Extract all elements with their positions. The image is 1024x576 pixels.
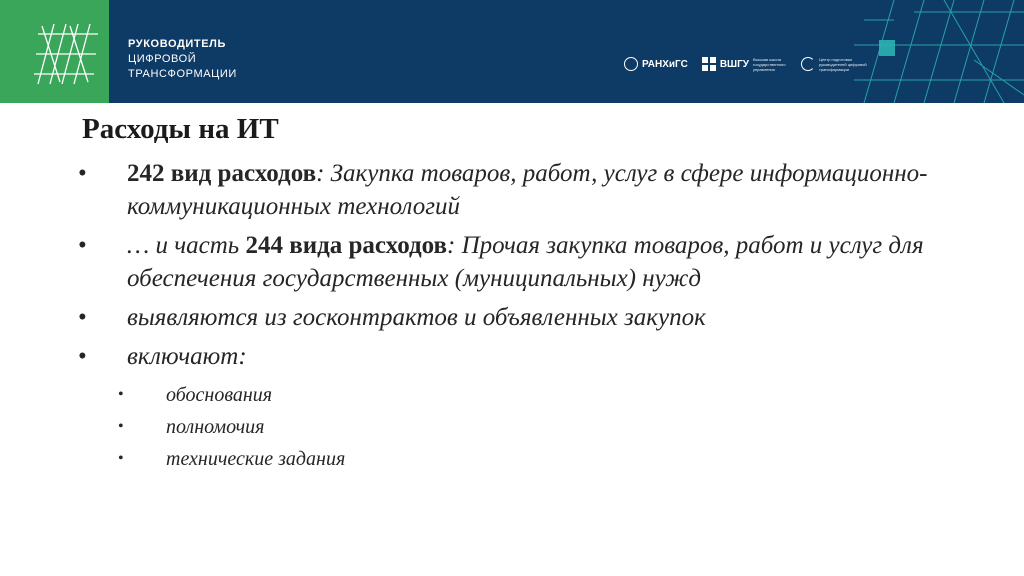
- bullet-prefix: … и часть: [127, 232, 246, 259]
- bullet-item: [78, 301, 958, 334]
- partner-cdto-caption: Центр подготовки руководителей цифровой трансформации: [818, 56, 867, 72]
- bullet-bold-text: 244 вида расходов: [245, 232, 448, 259]
- sub-bullet-item: [78, 443, 958, 475]
- sub-bullet-marker: •: [118, 450, 124, 467]
- sub-bullet-text: полномочия: [166, 416, 265, 438]
- partner-ranepa-name: РАНХиГС: [642, 58, 688, 70]
- sub-bullet-item: [78, 379, 958, 411]
- brand-line-3: ТРАНСФОРМАЦИИ: [128, 68, 237, 80]
- bullet-text: включают:: [127, 343, 247, 370]
- bullet-item: [78, 229, 958, 295]
- header-decoration-icon: [854, 0, 1024, 103]
- vshgu-logo-icon: [702, 57, 716, 71]
- bullet-text: : Прочая закупка товаров, работ и услуг для обеспечения государственных (муниципальных) нужд: [127, 232, 924, 292]
- partner-logos: [624, 54, 867, 74]
- sub-bullet-text: обоснования: [166, 384, 273, 406]
- brand-line-2: ЦИФРОВОЙ: [128, 53, 197, 65]
- bullet-item: [78, 340, 958, 373]
- slide-title: Расходы на ИТ: [82, 113, 279, 145]
- partner-vshgu-caption: Высшая школа государственного управления: [752, 56, 786, 72]
- cdto-logo-icon: [34, 24, 100, 84]
- header-banner: [0, 0, 1024, 103]
- cdto-small-logo-icon: [801, 57, 815, 71]
- brand-line-1: РУКОВОДИТЕЛЬ: [128, 38, 227, 50]
- bullet-text: : Закупка товаров, работ, услуг в сфере информационно-коммуникационных технологий: [127, 160, 928, 220]
- brand-title: [128, 37, 237, 82]
- bullet-bold-text: 242 вид расходов: [127, 160, 317, 187]
- bullet-item: [78, 157, 958, 223]
- bullet-list: [78, 157, 958, 475]
- logo-block: [0, 0, 109, 103]
- ranepa-emblem-icon: [624, 57, 638, 71]
- partner-ranepa: [624, 57, 688, 71]
- sub-bullet-text: технические задания: [166, 448, 346, 470]
- sub-bullet-item: [78, 411, 958, 443]
- bullet-marker: •: [78, 304, 87, 331]
- bullet-text: выявляются из госконтрактов и объявленных закупок: [127, 304, 706, 331]
- bullet-marker: •: [78, 343, 87, 370]
- bullet-marker: •: [78, 232, 87, 259]
- partner-vshgu: [702, 57, 787, 72]
- bullet-marker: •: [78, 160, 87, 187]
- partner-vshgu-name: ВШГУ: [719, 58, 749, 70]
- sub-bullet-marker: •: [118, 418, 124, 435]
- sub-bullet-marker: •: [118, 386, 124, 403]
